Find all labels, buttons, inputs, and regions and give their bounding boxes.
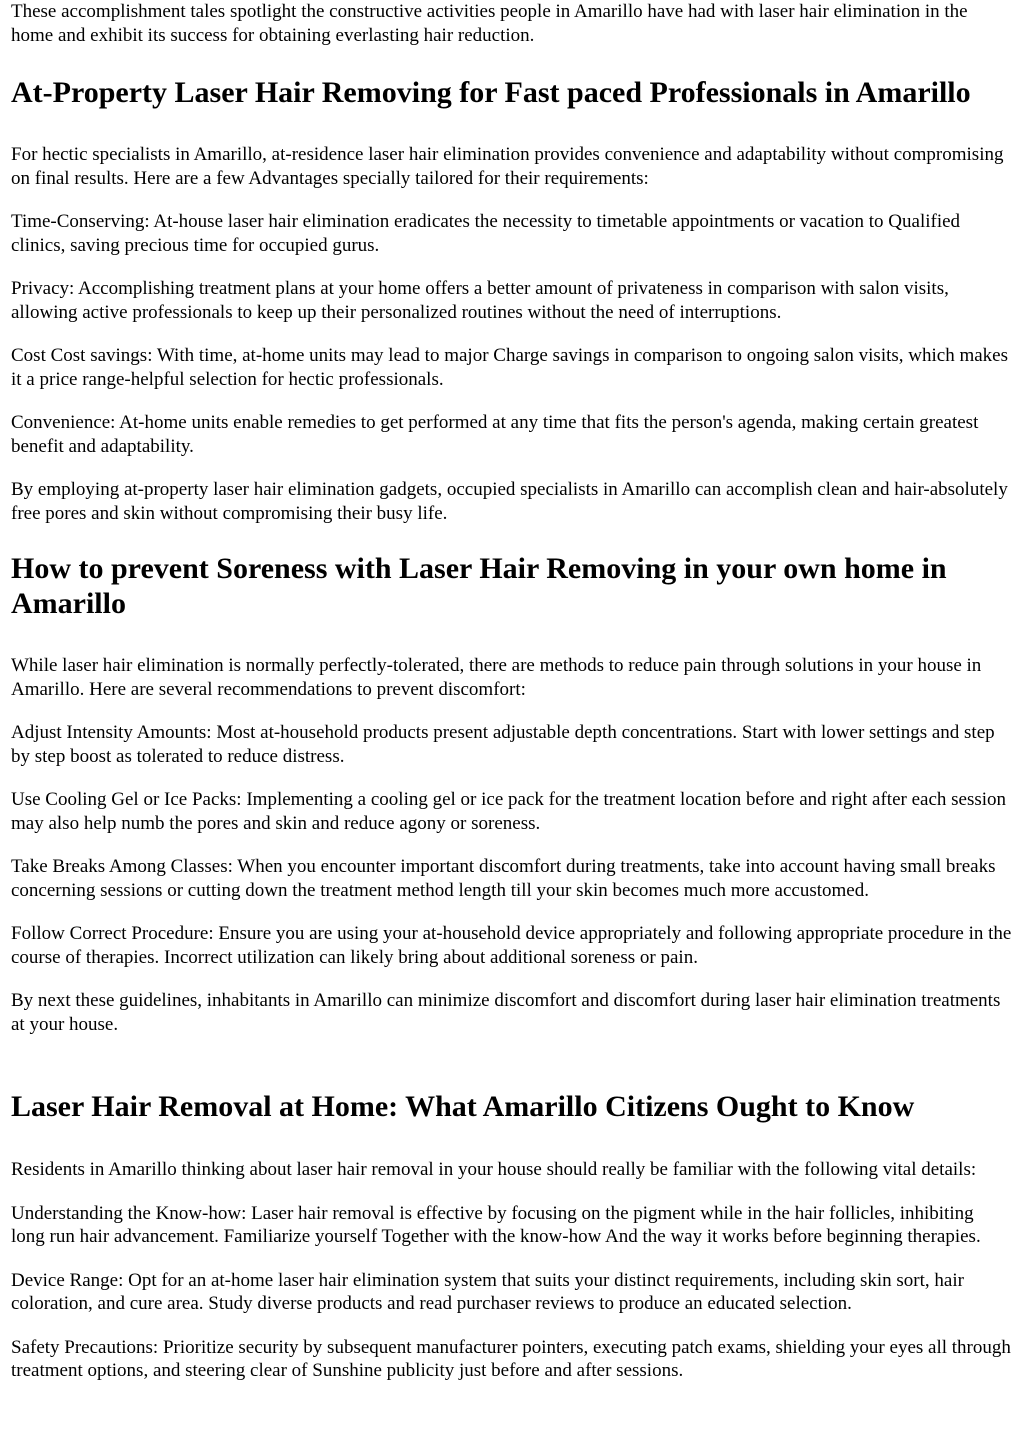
paragraph: By employing at-property laser hair elimination gadgets, occupied specialists in Amarillo can accomplish clean and hair-absolutely free pores and skin without compromising their busy life.: [11, 479, 1008, 524]
section-busy-professionals: [11, 75, 1012, 525]
paragraph: Use Cooling Gel or Ice Packs: Implementing a cooling gel or ice pack for the treatment location before and right after each session may also help numb the pores and skin and reduce agony or soreness.: [11, 789, 1007, 834]
paragraph: By next these guidelines, inhabitants in Amarillo can minimize discomfort and discomfort during laser hair elimination treatments at your house.: [11, 990, 1001, 1035]
section-heading: How to prevent Soreness with Laser Hair Removing in your own home in Amarillo: [11, 552, 947, 620]
paragraph: Time-Conserving: At-house laser hair elimination eradicates the necessity to timetable appointments or vacation to Qualified clinics, saving precious time for occupied gurus.: [11, 211, 961, 256]
section-what-citizens-should-know: [11, 1089, 1012, 1383]
paragraph: Adjust Intensity Amounts: Most at-household products present adjustable depth concentrations. Start with lower settings and step by step boost as tolerated to reduce distress.: [11, 722, 995, 767]
paragraph: For hectic specialists in Amarillo, at-residence laser hair elimination provides convenience and adaptability without compromising on final results. Here are a few Advantages specially tailored for their requirements:: [11, 144, 1004, 189]
paragraph: Follow Correct Procedure: Ensure you are using your at-household device appropriately and following appropriate procedure in the course of therapies. Incorrect utilization can likely bring about additional soreness or pain.: [11, 923, 1012, 968]
paragraph: Cost Cost savings: With time, at-home units may lead to major Charge savings in comparison to ongoing salon visits, which makes it a price range-helpful selection for hectic professionals.: [11, 345, 1008, 390]
paragraph: While laser hair elimination is normally perfectly-tolerated, there are methods to reduce pain through solutions in your house in Amarillo. Here are several recommendations to prevent discomfort:: [11, 655, 982, 700]
paragraph: Device Range: Opt for an at-home laser hair elimination system that suits your distinct requirements, including skin sort, hair coloration, and cure area. Study diverse products and read purchaser reviews to produce an educated selection.: [11, 1269, 964, 1314]
section-prevent-soreness: [11, 551, 1012, 1036]
intro-paragraph: These accomplishment tales spotlight the constructive activities people in Amarillo have had with laser hair elimination in the home and exhibit its success for obtaining everlasting hair reduction.: [11, 1, 968, 46]
paragraph: Safety Precautions: Prioritize security by subsequent manufacturer pointers, executing patch exams, shielding your eyes all through treatment options, and steering clear of Sunshine publicity just before and after sessions.: [11, 1336, 1011, 1381]
section-heading: Laser Hair Removal at Home: What Amarillo Citizens Ought to Know: [11, 1090, 915, 1123]
paragraph: Convenience: At-home units enable remedies to get performed at any time that fits the person's agenda, making certain greatest benefit and adaptability.: [11, 412, 979, 457]
paragraph: Residents in Amarillo thinking about laser hair removal in your house should really be familiar with the following vital details:: [11, 1159, 977, 1180]
paragraph: Take Breaks Among Classes: When you encounter important discomfort during treatments, take into account having small breaks concerning sessions or cutting down the treatment method length till your skin becomes much more accustomed.: [11, 856, 996, 901]
section-heading: At-Property Laser Hair Removing for Fast paced Professionals in Amarillo: [11, 76, 971, 109]
paragraph: Understanding the Know-how: Laser hair removal is effective by focusing on the pigment while in the hair follicles, inhibiting long run hair advancement. Familiarize yourself Together with the know-how And the way it works before beginning therapies.: [11, 1202, 981, 1247]
paragraph: Privacy: Accomplishing treatment plans at your home offers a better amount of privateness in comparison with salon visits, allowing active professionals to keep up their personalized routines without the need of interruptions.: [11, 278, 949, 323]
